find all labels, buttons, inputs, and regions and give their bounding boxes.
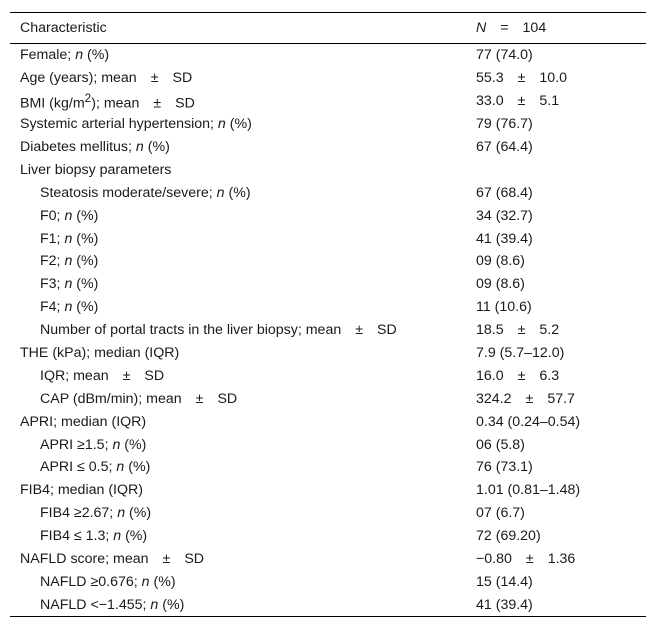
value-mean: −0.80 [476,551,512,568]
table-header [10,13,646,44]
table-row [10,250,646,273]
label-plus-minus: ± [195,390,204,407]
label-n-italic: n [150,596,159,613]
row-label [10,593,476,616]
value-text: 09 (8.6) [476,276,525,293]
row-label [10,570,476,593]
row-label [10,158,476,181]
row-value [476,502,646,525]
label-n-italic: n [217,116,226,133]
row-value [476,387,646,410]
label-text: Systemic arterial hypertension; [20,116,218,133]
value-text: 0.34 (0.24–0.54) [476,413,581,430]
label-text: F2; [40,253,65,270]
table-row [10,593,646,616]
label-suffix: (%) [124,459,151,476]
row-value [476,90,646,113]
table-row [10,44,646,67]
value-mean: 33.0 [476,93,504,110]
header-n-value: 104 [522,20,547,36]
label-suffix: (%) [72,207,99,224]
label-suffix: (%) [121,528,148,545]
row-value [476,364,646,387]
label-text: Liver biopsy parameters [20,161,172,178]
value-mean: 16.0 [476,367,504,384]
label-sd: SD [144,367,165,384]
label-superscript: 2 [84,90,92,105]
row-label [10,433,476,456]
value-sd: 10.0 [539,70,568,87]
label-n-italic: n [75,47,84,64]
label-n-italic: n [64,276,73,293]
row-label [10,525,476,548]
table-row [10,273,646,296]
row-label [10,181,476,204]
label-text: APRI; median (IQR) [20,413,147,430]
label-n-italic: n [135,139,144,155]
label-plus-minus: ± [355,322,364,339]
label-sd: SD [184,551,205,568]
value-text: 79 (76.7) [476,116,533,133]
label-n-italic: n [113,528,122,545]
row-label [10,136,476,159]
row-value [476,273,646,296]
row-label [10,250,476,273]
label-plus-minus: ± [153,95,162,112]
label-suffix: (%) [224,184,251,201]
label-text: F1; [40,230,65,247]
header-n-equals: = [500,20,509,36]
table-row [10,204,646,227]
label-n-italic: n [64,207,73,224]
label-suffix: (%) [125,505,152,522]
label-text: Female; [20,47,76,64]
table-row [10,502,646,525]
label-text: THE (kPa); median (IQR) [20,345,180,362]
label-text: FIB4; median (IQR) [20,482,143,499]
header-n-symbol: N [476,20,487,36]
label-suffix: (%) [72,230,99,247]
label-suffix: (%) [83,47,110,64]
label-n-italic: n [64,230,73,247]
table-row [10,570,646,593]
table-row [10,342,646,365]
characteristics-table-container [10,12,646,617]
row-label [10,387,476,410]
table-row [10,113,646,136]
value-sd: 1.36 [547,551,576,568]
row-label [10,342,476,365]
row-value [476,433,646,456]
label-suffix: (%) [72,276,99,293]
row-value [476,113,646,136]
value-text: 41 (39.4) [476,596,533,613]
value-text: 7.9 (5.7–12.0) [476,345,565,362]
row-value [476,250,646,273]
row-value [476,158,646,181]
table-row [10,227,646,250]
value-plus-minus: ± [525,551,534,568]
label-text: FIB4 ≤ 1.3; [40,528,114,545]
row-value [476,136,646,159]
label-text: IQR; mean [40,367,109,384]
table-row [10,319,646,342]
value-sd: 6.3 [539,367,560,384]
value-plus-minus: ± [517,367,526,384]
label-n-italic: n [141,573,150,590]
row-label [10,296,476,319]
row-value [476,479,646,502]
value-mean: 55.3 [476,70,504,87]
row-label [10,273,476,296]
row-value [476,342,646,365]
label-text: Steatosis moderate/severe; [40,184,217,201]
label-text: NAFLD ≥0.676; [40,573,142,590]
value-text: 41 (39.4) [476,230,533,247]
label-n-italic: n [216,184,225,201]
label-suffix: (%) [143,139,170,155]
header-characteristic: Characteristic [20,20,107,36]
table-row [10,90,646,113]
label-text: NAFLD <−1.455; [40,596,151,613]
row-value [476,296,646,319]
label-text: NAFLD score; mean [20,551,149,568]
label-text: Diabetes mellitus; [20,139,136,155]
row-label [10,502,476,525]
row-label [10,319,476,342]
table-row [10,296,646,319]
value-text: 76 (73.1) [476,459,533,476]
row-value [476,44,646,67]
row-value [476,227,646,250]
row-label [10,410,476,433]
characteristics-table [10,12,646,617]
label-sd: SD [172,70,193,87]
value-plus-minus: ± [517,322,526,339]
table-row [10,433,646,456]
value-sd: 5.1 [539,93,560,110]
value-text: 72 (69.20) [476,528,541,545]
label-sd: SD [377,322,397,339]
row-value [476,548,646,571]
label-text: FIB4 ≥2.67; [40,505,118,522]
value-text: 07 (6.7) [476,505,525,522]
row-value [476,410,646,433]
label-n-italic: n [116,459,125,476]
value-sd: 57.7 [547,390,575,407]
row-label [10,456,476,479]
row-label [10,90,476,113]
table-row [10,410,646,433]
table-row [10,364,646,387]
row-value [476,570,646,593]
table-row [10,67,646,90]
value-sd: 5.2 [539,322,560,339]
value-text: 67 (68.4) [476,184,533,201]
value-mean: 18.5 [476,322,504,339]
value-mean: 324.2 [476,390,512,407]
row-label [10,113,476,136]
label-text: APRI ≤ 0.5; [40,459,117,476]
value-plus-minus: ± [525,390,534,407]
label-text: F0; [40,207,65,224]
label-suffix: (%) [120,436,147,453]
value-text: 15 (14.4) [476,573,533,590]
label-text: APRI ≥1.5; [40,436,113,453]
label-suffix: (%) [72,299,99,316]
label-n-italic: n [64,253,73,270]
row-value [476,319,646,342]
row-label [10,67,476,90]
row-label [10,548,476,571]
label-suffix: (%) [149,573,176,590]
label-plus-minus: ± [162,551,171,568]
label-sd: SD [175,95,195,112]
label-text: BMI (kg/m [20,95,85,112]
table-row [10,525,646,548]
row-label [10,204,476,227]
table-row [10,158,646,181]
value-text: 06 (5.8) [476,436,525,453]
label-suffix: (%) [158,596,185,613]
table-body [10,44,646,617]
table-row [10,387,646,410]
label-text: F3; [40,276,65,293]
value-text: 67 (64.4) [476,139,533,155]
label-plus-minus: ± [150,70,159,87]
row-label [10,364,476,387]
label-sd: SD [217,390,238,407]
row-value [476,593,646,616]
row-label [10,44,476,67]
value-text: 77 (74.0) [476,47,533,64]
value-text: 09 (8.6) [476,253,525,270]
table-row [10,548,646,571]
value-text: 11 (10.6) [476,299,532,316]
value-text: 34 (32.7) [476,207,533,224]
row-value [476,456,646,479]
label-text: Age (years); mean [20,70,137,87]
label-text: CAP (dBm/min); mean [40,390,182,407]
row-label [10,479,476,502]
row-label [10,227,476,250]
label-text: F4; [40,299,65,316]
label-n-italic: n [64,299,73,316]
table-row [10,136,646,159]
header-n [476,13,646,44]
table-row [10,181,646,204]
row-value [476,204,646,227]
label-text: Number of portal tracts in the liver biopsy; mean [40,322,342,339]
value-plus-minus: ± [517,70,526,87]
label-suffix: (%) [225,116,252,133]
label-suffix: (%) [72,253,99,270]
label-n-italic: n [117,505,126,522]
header-row [10,13,646,44]
value-text: 1.01 (0.81–1.48) [476,482,581,499]
label-suffix: ); mean [91,95,140,112]
row-value [476,525,646,548]
table-row [10,456,646,479]
row-value [476,181,646,204]
value-plus-minus: ± [517,93,526,110]
label-n-italic: n [112,436,121,453]
row-value [476,67,646,90]
label-plus-minus: ± [122,367,131,384]
table-row [10,479,646,502]
